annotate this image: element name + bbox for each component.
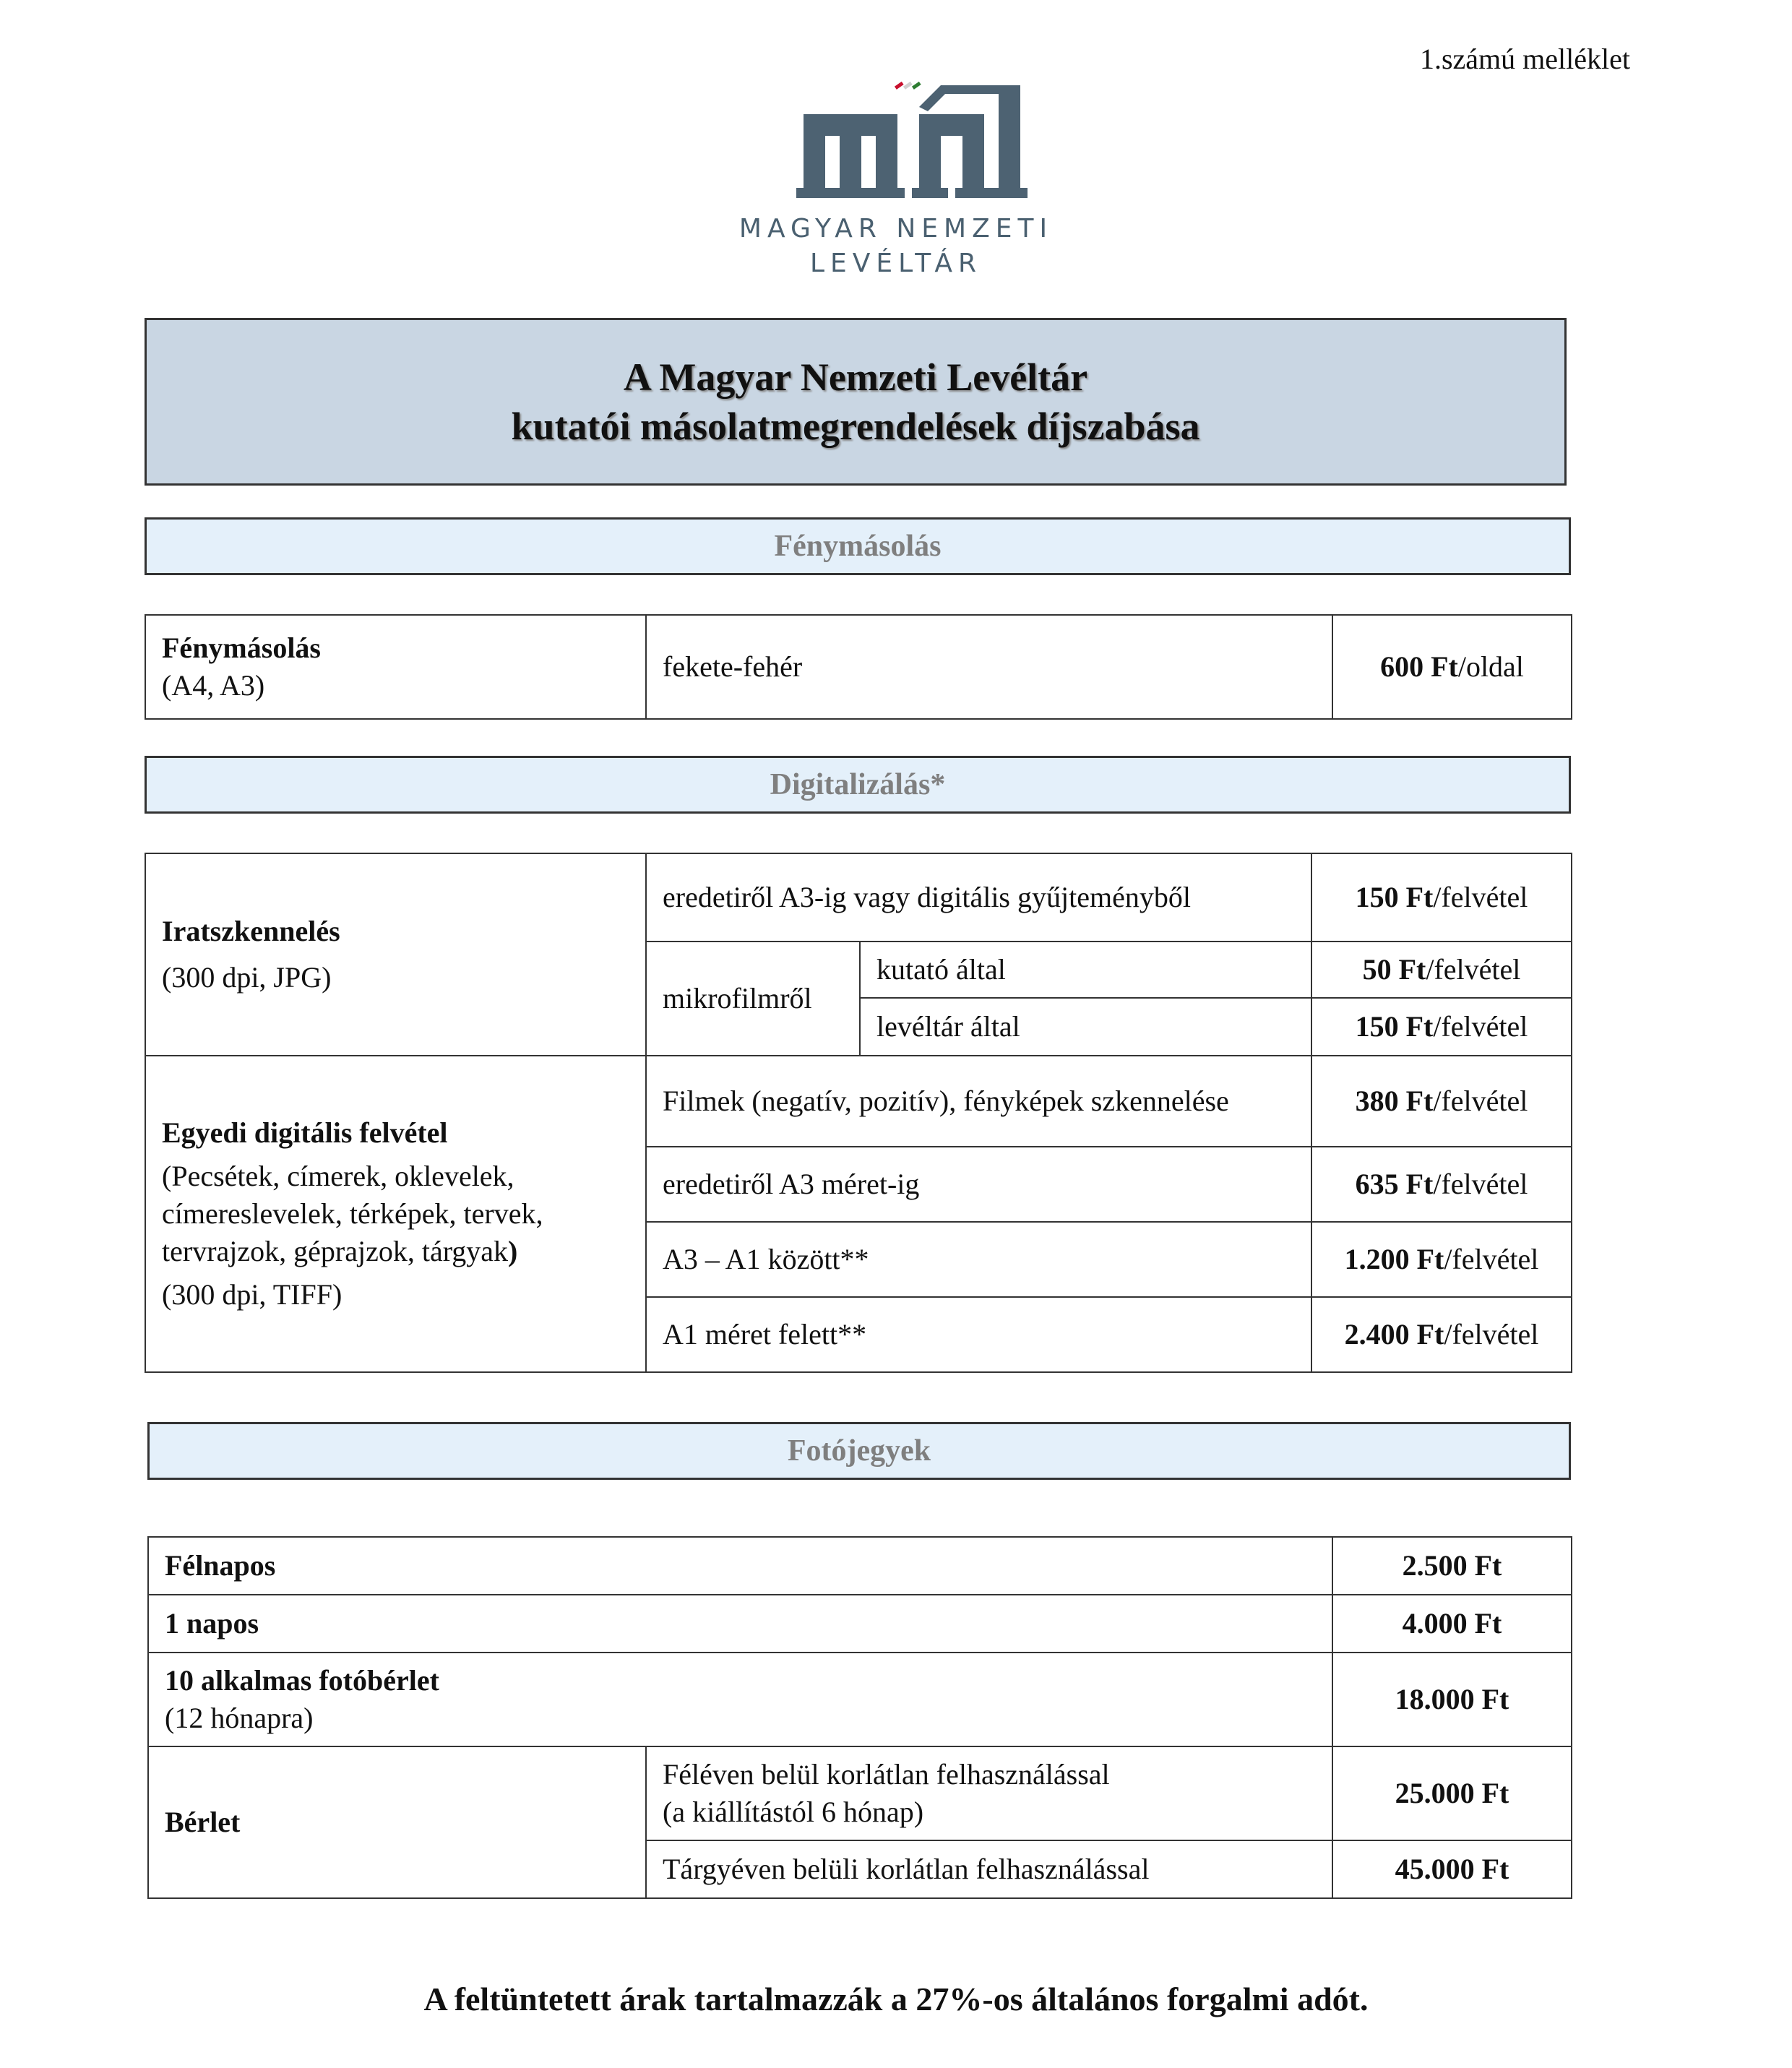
price-unit: /felvétel <box>1433 1085 1528 1117</box>
ticket-ten-cell <box>148 1653 1332 1746</box>
custom-sub1 <box>162 1158 629 1270</box>
ticket-pass-row1-line1: Féléven belül korlátlan felhasználással <box>663 1758 1110 1791</box>
price-value: 50 Ft <box>1362 953 1426 986</box>
title-line2: kutatói másolatmegrendelések díjszabása <box>511 405 1200 448</box>
price-value: 1.200 Ft <box>1344 1243 1444 1275</box>
price-unit: /felvétel <box>1444 1318 1539 1350</box>
scan-row3-price-cell <box>1311 998 1572 1056</box>
table-row <box>145 1056 1572 1147</box>
price-unit: /felvétel <box>1433 1168 1528 1200</box>
table-row <box>148 1653 1572 1746</box>
table-row <box>145 615 1572 719</box>
custom-sub1-paren: ) <box>508 1235 518 1267</box>
table-row <box>148 1746 1572 1840</box>
ticket-one-day-price: 4.000 Ft <box>1332 1595 1572 1653</box>
ticket-pass-row2-price: 45.000 Ft <box>1332 1840 1572 1898</box>
ticket-ten-sub: (12 hónapra) <box>165 1702 314 1734</box>
scanning-label: Iratszkennelés <box>162 915 340 947</box>
section-photocopy: Fénymásolás <box>145 517 1571 575</box>
price-unit: /felvétel <box>1426 953 1521 986</box>
price-value: 150 Ft <box>1355 881 1434 913</box>
ticket-pass-row1-cell <box>646 1746 1332 1840</box>
ticket-pass-row2: Tárgyéven belüli korlátlan felhasználással <box>646 1840 1332 1898</box>
ticket-half-day-price: 2.500 Ft <box>1332 1537 1572 1595</box>
tickets-table <box>147 1536 1572 1899</box>
custom-row4-price-cell <box>1311 1297 1572 1372</box>
custom-row1-price-cell <box>1311 1056 1572 1147</box>
digitization-table <box>145 853 1572 1373</box>
photocopy-table <box>145 614 1572 720</box>
title-box <box>145 318 1567 486</box>
photocopy-price-cell <box>1332 615 1572 719</box>
ticket-ten-label: 10 alkalmas fotóbérlet <box>165 1664 439 1697</box>
price-value: 635 Ft <box>1355 1168 1434 1200</box>
section-photo-tickets: Fotójegyek <box>147 1422 1571 1480</box>
scan-row2-desc: kutató által <box>860 942 1311 998</box>
price-unit: /felvétel <box>1433 881 1528 913</box>
ticket-ten-price: 18.000 Ft <box>1332 1653 1572 1746</box>
vat-note: A feltüntetett árak tartalmazzák a 27%-os általános forgalmi adót. <box>423 1981 1369 2017</box>
scan-row1-desc: eredetiről A3-ig vagy digitális gyűjteményből <box>646 853 1311 942</box>
scan-row3-desc: levéltár által <box>860 998 1311 1056</box>
table-row <box>145 853 1572 942</box>
custom-row3-desc: A3 – A1 között** <box>646 1222 1311 1297</box>
photocopy-sub: (A4, A3) <box>162 669 265 702</box>
ticket-pass-label: Bérlet <box>148 1746 646 1898</box>
ticket-half-day-label: Félnapos <box>148 1537 1332 1595</box>
custom-row4-desc: A1 méret felett** <box>646 1297 1311 1372</box>
scanning-sub: (300 dpi, JPG) <box>162 961 332 994</box>
photocopy-label: Fénymásolás <box>162 632 321 664</box>
ticket-one-day-label: 1 napos <box>148 1595 1332 1653</box>
scan-row1-price-cell <box>1311 853 1572 942</box>
photocopy-type: fekete-fehér <box>646 615 1332 719</box>
custom-row2-desc: eredetiről A3 méret-ig <box>646 1147 1311 1222</box>
price-value: 600 Ft <box>1380 650 1458 683</box>
table-row <box>148 1537 1572 1595</box>
section-digitization: Digitalizálás* <box>145 756 1571 814</box>
scan-row2-price-cell <box>1311 942 1572 998</box>
price-unit: /felvétel <box>1444 1243 1539 1275</box>
microfilm-label: mikrofilmről <box>646 942 860 1056</box>
annex-label: 1.számú melléklet <box>1419 43 1630 75</box>
price-value: 150 Ft <box>1355 1010 1434 1043</box>
mnl-logo-mark <box>730 72 1062 210</box>
scanning-label-cell <box>145 853 646 1056</box>
photocopy-label-cell <box>145 615 646 719</box>
logo-name-line2: LEVÉLTÁR <box>809 249 983 278</box>
title-line1: A Magyar Nemzeti Levéltár <box>623 356 1088 399</box>
price-unit: /felvétel <box>1433 1010 1528 1043</box>
custom-sub2: (300 dpi, TIFF) <box>162 1278 343 1311</box>
custom-label-cell <box>145 1056 646 1372</box>
price-value: 380 Ft <box>1355 1085 1434 1117</box>
table-row <box>148 1595 1572 1653</box>
logo-name-line1: MAGYAR NEMZETI <box>738 214 1054 244</box>
mnl-logo <box>730 72 1062 289</box>
custom-row1-desc: Filmek (negatív, pozitív), fényképek szkennelése <box>646 1056 1311 1147</box>
price-value: 2.400 Ft <box>1344 1318 1444 1350</box>
custom-row2-price-cell <box>1311 1147 1572 1222</box>
ticket-pass-row1-price: 25.000 Ft <box>1332 1746 1572 1840</box>
custom-row3-price-cell <box>1311 1222 1572 1297</box>
price-unit: /oldal <box>1457 650 1524 683</box>
custom-sub1-text: (Pecsétek, címerek, oklevelek, címereslevelek, térképek, tervek, tervrajzok, géprajzok, tárgyak <box>162 1160 543 1267</box>
custom-label: Egyedi digitális felvétel <box>162 1116 448 1149</box>
ticket-pass-row1-line2: (a kiállítástól 6 hónap) <box>663 1796 924 1828</box>
